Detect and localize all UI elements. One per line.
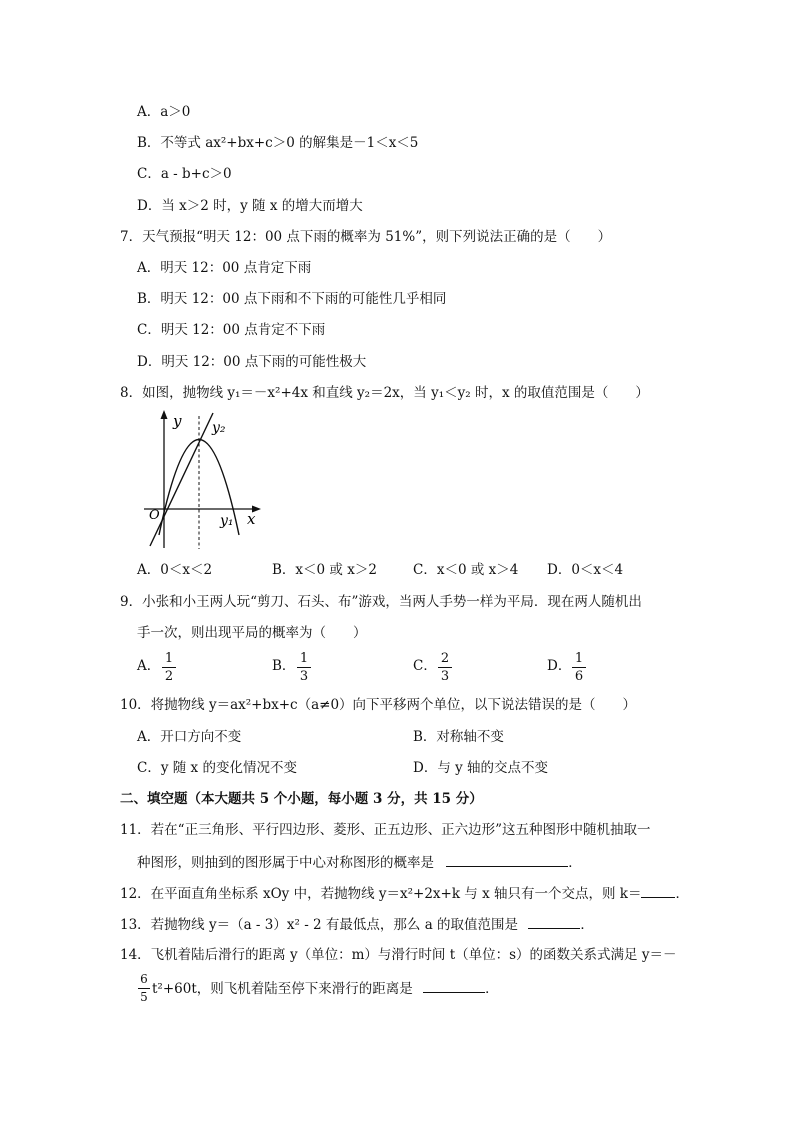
q8-option-d: D．0＜x＜4 bbox=[547, 562, 624, 578]
q12-end: ． bbox=[675, 886, 689, 902]
q14-text: t²+60t，则飞机着陆至停下来滑行的距离是 bbox=[152, 981, 413, 997]
fraction-numerator: 6 bbox=[138, 972, 150, 989]
q12-line bbox=[120, 883, 689, 904]
q8-stem: 8．如图，抛物线 y₁＝－x²+4x 和直线 y₂＝2x，当 y₁＜y₂ 时，x 的取值范围是（ ） bbox=[120, 385, 649, 401]
parabola-y1-label: y₁ bbox=[220, 513, 234, 529]
q10-option-b: B．对称轴不变 bbox=[413, 729, 504, 745]
q7-option-a: A．明天 12：00 点肯定下雨 bbox=[137, 260, 312, 276]
q11-line2 bbox=[137, 852, 582, 873]
q11-text: 种图形，则抽到的图形属于中心对称图形的概率是 bbox=[137, 855, 434, 871]
q7-stem: 7．天气预报“明天 12：00 点下雨的概率为 51%”，则下列说法正确的是（ ） bbox=[120, 229, 612, 245]
q9-option-d-label: D． bbox=[547, 658, 572, 674]
q10-option-c: C．y 随 x 的变化情况不变 bbox=[137, 760, 297, 776]
fraction-denominator: 2 bbox=[164, 669, 174, 684]
y-axis-label: y bbox=[173, 412, 182, 430]
q6-option-a: A．a＞0 bbox=[137, 104, 191, 120]
q10-option-a: A．开口方向不变 bbox=[137, 729, 242, 745]
q9-stem-line2: 手一次，则出现平局的概率为（ ） bbox=[137, 625, 367, 641]
q13-line bbox=[120, 914, 594, 935]
fraction-denominator: 3 bbox=[299, 669, 309, 684]
q9-stem-line1: 9．小张和小王两人玩“剪刀、石头、布”游戏，当两人手势一样为平局．现在两人随机出 bbox=[120, 594, 642, 610]
fraction-denominator: 5 bbox=[140, 990, 148, 1004]
q8-option-a: A．0＜x＜2 bbox=[137, 562, 213, 578]
q14-answer-blank[interactable] bbox=[423, 978, 485, 993]
q14-line1: 14．飞机着陆后滑行的距离 y（单位：m）与滑行时间 t（单位：s）的函数关系式满足 y＝－ bbox=[120, 947, 677, 963]
q9-option-c-fraction bbox=[438, 651, 452, 684]
q9-option-c-label: C． bbox=[413, 658, 437, 674]
y-axis-arrow bbox=[161, 410, 168, 419]
line-y2-label: y₂ bbox=[212, 420, 226, 436]
q13-end: ． bbox=[580, 917, 594, 933]
q11-end: ． bbox=[568, 855, 582, 871]
x-axis-label: x bbox=[247, 510, 256, 528]
q13-text: 13．若抛物线 y＝（a - 3）x² - 2 有最低点，那么 a 的取值范围是 bbox=[120, 917, 519, 933]
origin-label: O bbox=[149, 508, 160, 523]
q14-fraction bbox=[138, 972, 150, 1005]
fraction-numerator: 1 bbox=[162, 651, 176, 668]
q14-end: ． bbox=[485, 981, 499, 997]
q10-option-d: D．与 y 轴的交点不变 bbox=[413, 760, 549, 776]
fraction-denominator: 6 bbox=[574, 669, 584, 684]
q14-line2 bbox=[152, 978, 499, 999]
fraction-numerator: 1 bbox=[297, 651, 311, 668]
q9-option-d-fraction bbox=[572, 651, 586, 684]
q7-option-b: B．明天 12：00 点下雨和不下雨的可能性几乎相同 bbox=[137, 291, 447, 307]
q9-option-b-label: B． bbox=[272, 658, 296, 674]
q11-answer-blank[interactable] bbox=[446, 852, 568, 867]
fraction-denominator: 3 bbox=[440, 669, 450, 684]
q6-option-d: D．当 x＞2 时，y 随 x 的增大而增大 bbox=[137, 198, 363, 214]
fraction-numerator: 2 bbox=[438, 651, 452, 668]
q8-figure bbox=[140, 408, 265, 553]
q9-option-a-fraction bbox=[162, 651, 176, 684]
q6-option-b: B．不等式 ax²+bx+c＞0 的解集是－1＜x＜5 bbox=[137, 135, 419, 151]
q11-line1: 11．若在“正三角形、平行四边形、菱形、正五边形、正六边形”这五种图形中随机抽取一 bbox=[120, 822, 651, 838]
q9-option-b-fraction bbox=[297, 651, 311, 684]
fraction-numerator: 1 bbox=[572, 651, 586, 668]
q9-option-a-label: A． bbox=[137, 658, 161, 674]
q13-answer-blank[interactable] bbox=[528, 914, 580, 929]
q12-text: 12．在平面直角坐标系 xOy 中，若抛物线 y＝x²+2x+k 与 x 轴只有一个交点，则 k＝ bbox=[120, 886, 642, 902]
q12-answer-blank[interactable] bbox=[641, 883, 675, 898]
section-heading-fill-in: 二、填空题（本大题共 5 个小题，每小题 3 分，共 15 分） bbox=[120, 791, 483, 807]
q7-option-c: C．明天 12：00 点肯定不下雨 bbox=[137, 322, 326, 338]
q7-option-d: D．明天 12：00 点下雨的可能性极大 bbox=[137, 354, 367, 370]
q6-option-c: C．a - b+c＞0 bbox=[137, 166, 232, 182]
q8-option-c: C．x＜0 或 x＞4 bbox=[413, 562, 519, 578]
q8-option-b: B．x＜0 或 x＞2 bbox=[272, 562, 377, 578]
line-y2 bbox=[150, 413, 213, 546]
q10-stem: 10．将抛物线 y＝ax²+bx+c（a≠0）向下平移两个单位，以下说法错误的是（ ） bbox=[120, 697, 637, 713]
